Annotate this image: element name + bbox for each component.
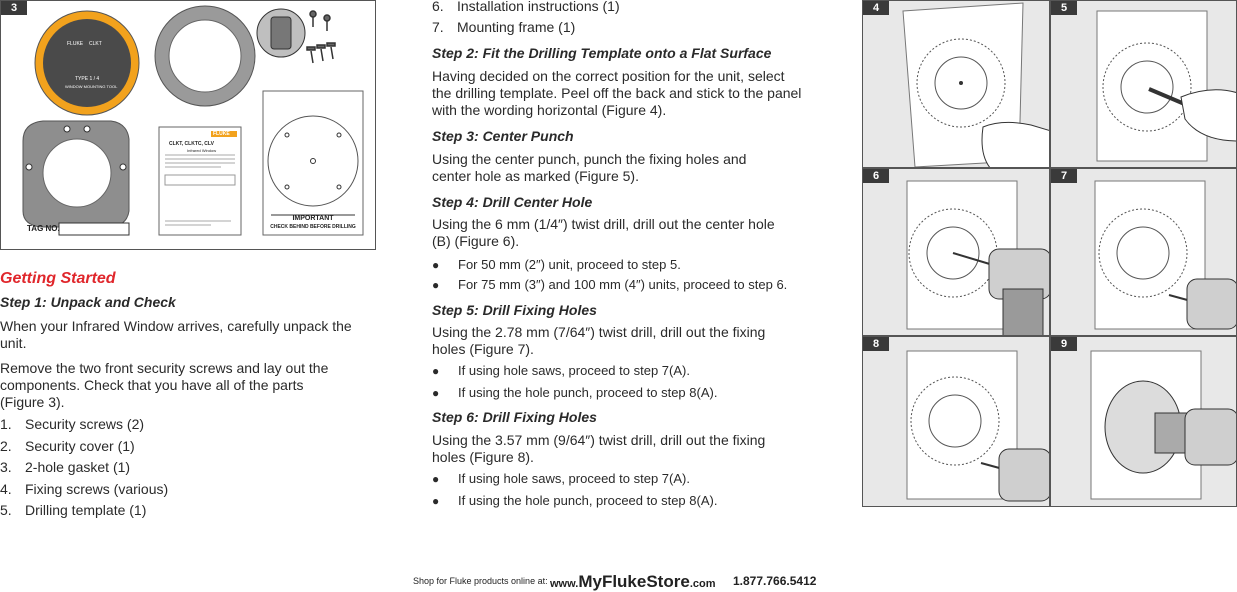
figure-9: [1050, 336, 1237, 507]
template-type: TYPE 1 / 4: [75, 76, 100, 82]
template-model: CLKT: [89, 41, 102, 47]
figure-6: [862, 168, 1050, 336]
list-item: ● If using the hole punch, proceed to step 8(A).: [432, 493, 718, 508]
step2-paragraph: Having decided on the correct position for the unit, select the drilling template. Peel off the back and stick to the panel with the wording horizontal (Figure 4).: [432, 68, 802, 118]
template-brand: FLUKE: [67, 41, 84, 47]
figure-5-illustration: [1051, 1, 1237, 168]
list-item: 2. Security cover (1): [0, 438, 135, 454]
list-item: ● For 75 mm (3″) and 100 mm (4″) units, proceed to step 6.: [432, 277, 788, 292]
figure-5: [1050, 0, 1237, 168]
card-title: CLKT, CLKTC, CLV: [169, 141, 214, 147]
figure-9-number: 9: [1051, 337, 1077, 351]
footer-shop-text: Shop for Fluke products online at:: [413, 576, 548, 586]
figure-3-number: 3: [1, 1, 27, 15]
step4-title: Step 4: Drill Center Hole: [432, 194, 593, 210]
figure-8-number: 8: [863, 337, 889, 351]
gasket-tag-label: TAG NO.: [27, 224, 60, 233]
figure-4-illustration: [863, 1, 1050, 168]
drilling-important: IMPORTANT: [292, 215, 334, 222]
list-item: ● If using hole saws, proceed to step 7(A).: [432, 471, 690, 486]
step6-paragraph: Using the 3.57 mm (9/64″) twist drill, drill out the fixing holes (Figure 8).: [432, 432, 766, 465]
figure-7-illustration: [1051, 169, 1237, 336]
list-item: 4. Fixing screws (various): [0, 481, 169, 497]
step5-paragraph: Using the 2.78 mm (7/64″) twist drill, drill out the fixing holes (Figure 7).: [432, 324, 766, 357]
footer-phone: 1.877.766.5412: [733, 574, 817, 588]
step3-title: Step 3: Center Punch: [432, 128, 574, 144]
footer-url[interactable]: www.MyFlukeStore.com: [550, 572, 716, 591]
list-item: 6. Installation instructions (1): [432, 0, 620, 14]
list-item: 5. Drilling template (1): [0, 502, 147, 518]
template-subtitle: WINDOW MOUNTING TOOL: [65, 84, 118, 89]
list-item: ● If using the hole punch, proceed to step 8(A).: [432, 385, 718, 400]
figure-9-illustration: [1051, 337, 1237, 507]
list-item: ● If using hole saws, proceed to step 7(A).: [432, 363, 690, 378]
figure-7: [1050, 168, 1237, 336]
figure-5-number: 5: [1051, 1, 1077, 15]
card-brand: FLUKE: [213, 131, 230, 137]
step4-paragraph: Using the 6 mm (1/4″) twist drill, drill out the center hole (B) (Figure 6).: [432, 216, 775, 249]
step6-title: Step 6: Drill Fixing Holes: [432, 409, 597, 425]
list-item: 7. Mounting frame (1): [432, 19, 576, 35]
step2-title: Step 2: Fit the Drilling Template onto a Flat Surface: [432, 45, 772, 61]
figure-3-illustration: [1, 1, 375, 249]
figure-4: [862, 0, 1050, 168]
step1-title: Step 1: Unpack and Check: [0, 294, 176, 310]
figure-4-number: 4: [863, 1, 889, 15]
figure-6-illustration: [863, 169, 1050, 336]
figure-8-illustration: [863, 337, 1050, 507]
step5-title: Step 5: Drill Fixing Holes: [432, 302, 597, 318]
drilling-note: CHECK BEHIND BEFORE DRILLING: [270, 224, 356, 230]
figure-8: [862, 336, 1050, 507]
list-item: ● For 50 mm (2″) unit, proceed to step 5.: [432, 257, 681, 272]
list-item: 1. Security screws (2): [0, 416, 145, 432]
step1-paragraph-1: When your Infrared Window arrives, carefully unpack the unit.: [0, 318, 352, 351]
card-subtitle: Infrared Window: [187, 148, 217, 153]
figure-6-number: 6: [863, 169, 889, 183]
list-item: 3. 2-hole gasket (1): [0, 459, 131, 475]
section-title: Getting Started: [0, 270, 116, 287]
step3-paragraph: Using the center punch, punch the fixing holes and center hole as marked (Figure 5).: [432, 151, 747, 184]
figure-7-number: 7: [1051, 169, 1077, 183]
figure-3: [0, 0, 376, 250]
step1-paragraph-2: Remove the two front security screws and lay out the components. Check that you have all of the parts (Figure 3).: [0, 360, 329, 410]
